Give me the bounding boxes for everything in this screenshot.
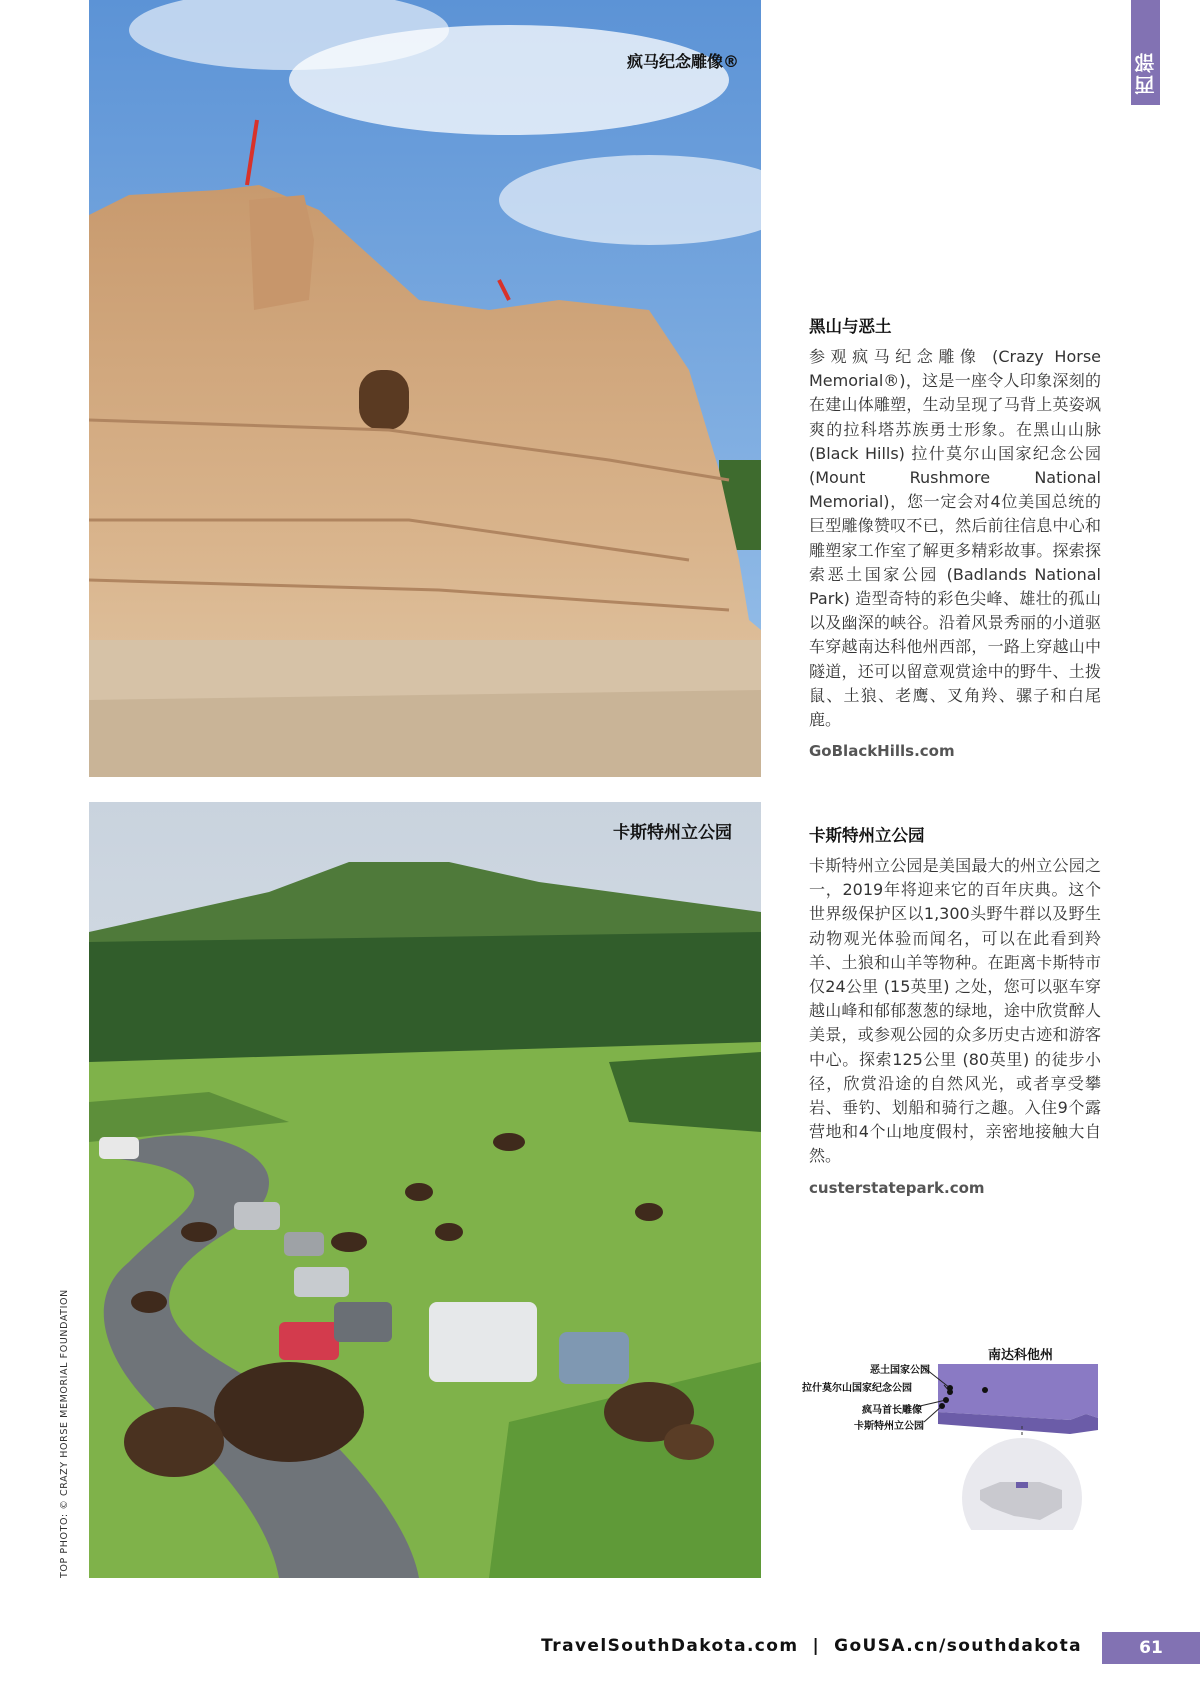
article-link[interactable]: custerstatepark.com — [809, 1178, 985, 1197]
map-label-badlands: 恶土国家公园 — [870, 1365, 930, 1376]
map-graphic — [800, 1330, 1120, 1530]
map-title: 南达科他州 — [988, 1348, 1054, 1363]
footer-site-gousa[interactable]: GoUSA.cn/southdakota — [834, 1636, 1082, 1656]
article-body: 卡斯特州立公园是美国最大的州立公园之一，2019年将迎来它的百年庆典。这个世界级保护区以1,300头野牛群以及野生动物观光体验而闻名，可以在此看到羚羊、土狼和山羊等物种。在距离卡斯特市仅24公里 (15英里) 之处，您可以驱车穿越山峰和郁郁葱葱的绿地，途中欣赏醉人美景，或参观公园的众多历史古迹和游客中心。探索125公里 (80英里) 的徒步小径，欣赏沿途的自然风光，或者享受攀岩、垂钓、划船和骑行之趣。入住9个露营地和4个山地度假村，亲密地接触大自然。 — [809, 856, 1101, 1166]
article-custer-park — [809, 822, 1101, 1197]
custer-park-photo — [89, 802, 761, 1578]
map-label-custer: 卡斯特州立公园 — [854, 1421, 924, 1432]
article-black-hills — [809, 313, 1101, 760]
south-dakota-shape — [938, 1364, 1098, 1420]
article-link[interactable]: GoBlackHills.com — [809, 742, 955, 761]
custer-park-illustration — [89, 802, 761, 1578]
article-title: 黑山与恶土 — [809, 317, 892, 336]
region-tab — [1131, 0, 1160, 105]
bottom-photo-caption: 卡斯特州立公园 — [613, 823, 732, 843]
page-footer — [0, 1632, 1200, 1666]
photo-credit: TOP PHOTO: © CRAZY HORSE MEMORIAL FOUNDATION — [59, 1289, 70, 1578]
crazy-horse-photo — [89, 0, 761, 777]
locator-map — [800, 1330, 1120, 1530]
page-number: 61 — [1102, 1632, 1200, 1664]
map-label-rushmore: 拉什莫尔山国家纪念公园 — [802, 1383, 912, 1394]
footer-site-travel-south-dakota[interactable]: TravelSouthDakota.com — [541, 1636, 799, 1656]
crazy-horse-illustration — [89, 0, 761, 777]
top-photo-caption: 疯马纪念雕像® — [627, 52, 740, 71]
footer-links — [541, 1636, 1082, 1656]
region-tab-label: 西部 — [1134, 51, 1158, 95]
article-title: 卡斯特州立公园 — [809, 826, 925, 845]
article-body: 参观疯马纪念雕像 (Crazy Horse Memorial®)，这是一座令人印象深刻的在建山体雕塑，生动呈现了马背上英姿飒爽的拉科塔苏族勇士形象。在黑山山脉 (Black Hills) 拉什莫尔山国家纪念公园 (Mount Rushmore National Memorial)，您一定会对4位美国总统的巨型雕像赞叹不已，然后前往信息中心和雕塑家工作室了解更多精彩故事。探索探索恶土国家公园 (Badlands National Park) 造型奇特的彩色尖峰、雄壮的孤山以及幽深的峡谷。沿着风景秀丽的小道驱车穿越南达科他州西部，一路上穿越山中隧道，还可以留意观赏途中的野牛、土拨鼠、土狼、老鹰、叉角羚、骡子和白尾鹿。 — [809, 347, 1101, 730]
footer-separator: | — [812, 1636, 821, 1656]
state-marker — [1016, 1482, 1028, 1488]
map-label-crazy-horse: 疯马首长雕像 — [862, 1405, 922, 1416]
